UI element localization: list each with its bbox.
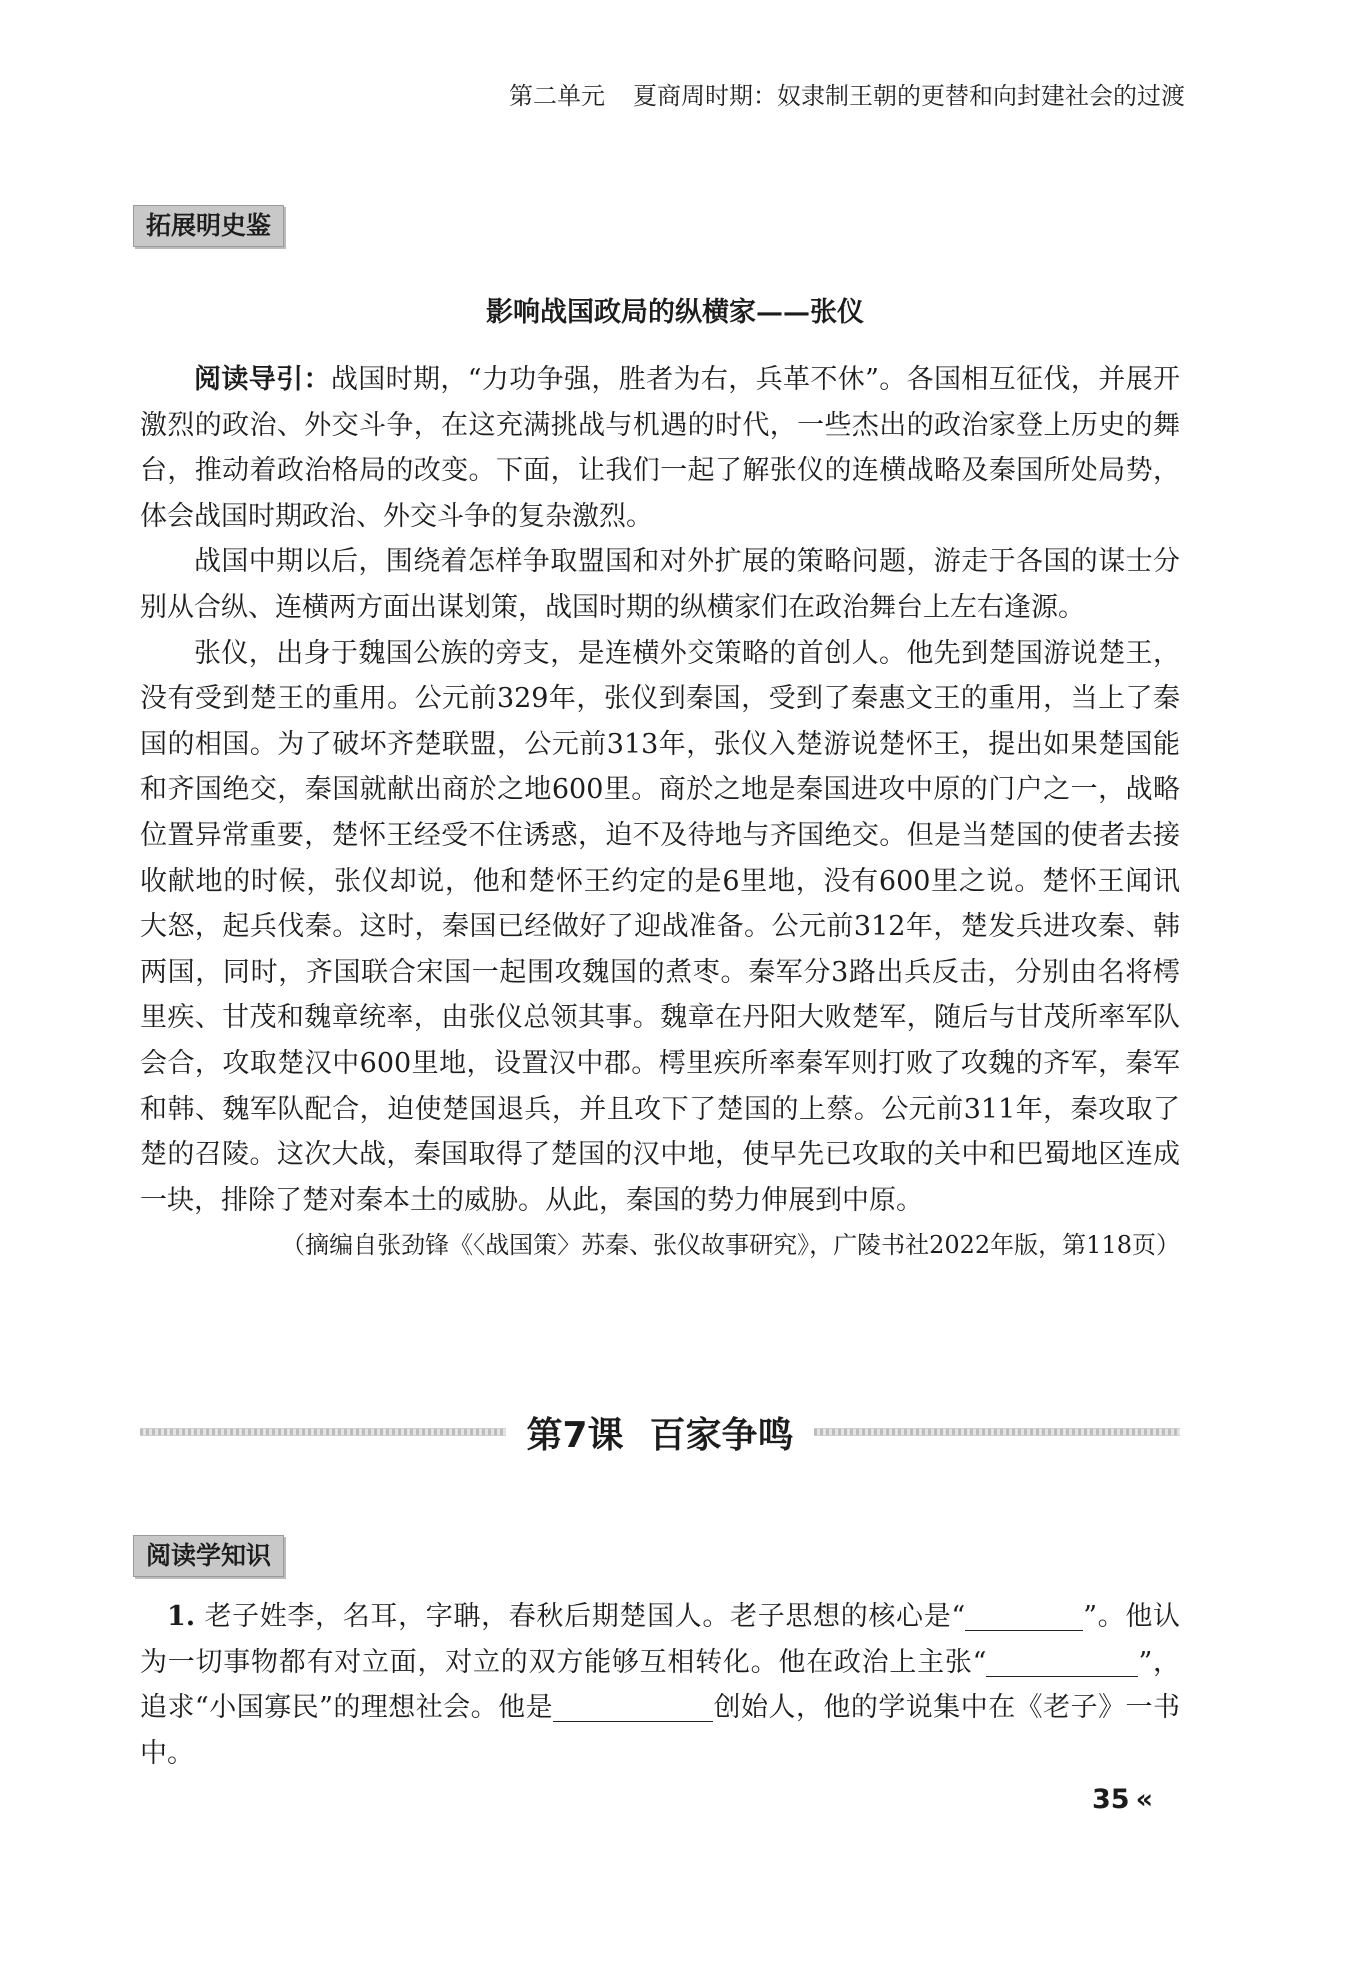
answer-blank-2[interactable] [986, 1646, 1138, 1677]
lesson-number: 第7课 [526, 1414, 624, 1456]
question-1-text [140, 1594, 1180, 1776]
heading-rule-right [814, 1428, 1180, 1436]
article-paragraph-2: 张仪，出身于魏国公族的旁支，是连横外交策略的首创人。他先到楚国游说楚王，没有受到楚王的重用。公元前329年，张仪到秦国，受到了秦惠文王的重用，当上了秦国的相国。为了破坏齐楚联盟，公元前313年，张仪入楚游说楚怀王，提出如果楚国能和齐国绝交，秦国就献出商於之地600里。商於之地是秦国进攻中原的门户之一，战略位置异常重要，楚怀王经受不住诱惑，迫不及待地与齐国绝交。但是当楚国的使者去接收献地的时候，张仪却说，他和楚怀王约定的是6里地，没有600里之说。楚怀王闻讯大怒，起兵伐秦。这时，秦国已经做好了迎战准备。公元前312年，楚发兵进攻秦、韩两国，同时，齐国联合宋国一起围攻魏国的煮枣。秦军分3路出兵反击，分别由名将樗里疾、甘茂和魏章统率，由张仪总领其事。魏章在丹阳大败楚军，随后与甘茂所率军队会合，攻取楚汉中600里地，设置汉中郡。樗里疾所率秦军则打败了攻魏的齐军，秦军和韩、魏军队配合，迫使楚国退兵，并且攻下了楚国的上蔡。公元前311年，秦攻取了楚的召陵。这次大战，秦国取得了楚国的汉中地，使早先已攻取的关中和巴蜀地区连成一块，排除了楚对秦本土的威胁。从此，秦国的势力伸展到中原。 [140, 637, 1180, 1216]
lead-paragraph [140, 357, 1180, 539]
double-chevron-left-icon: « [1135, 1784, 1154, 1815]
question-text-part2: ”。他认为一切事物都有对立面，对立的双方能够互相转化。他在政治上主张“ [140, 1601, 1180, 1678]
answer-blank-3[interactable] [553, 1691, 713, 1722]
unit-title: 夏商周时期：奴隶制王朝的更替和向封建社会的过渡 [633, 82, 1185, 110]
question-text-part3: ”，追求“小国寡民”的理想社会。他是 [140, 1646, 1180, 1724]
lead-text: 战国时期，“力功争强，胜者为右，兵革不休”。各国相互征伐，并展开激烈的政治、外交斗争，在这充满挑战与机遇的时代，一些杰出的政治家登上历史的舞台，推动着政治格局的改变。下面，让我们一起了解张仪的连横战略及秦国所处局势，体会战国时期政治、外交斗争的复杂激烈。 [140, 364, 1181, 532]
question-1 [140, 1594, 1180, 1776]
unit-label: 第二单元 [509, 82, 605, 110]
article-paragraph-1: 战国中期以后，围绕着怎样争取盟国和对外扩展的策略问题，游走于各国的谋士分别从合纵、连横两方面出谋划策，战国时期的纵横家们在政治舞台上左右逢源。 [140, 546, 1180, 623]
article-source: （摘编自张劲锋《〈战国策〉苏秦、张仪故事研究》，广陵书社2022年版，第118页） [281, 1231, 1180, 1260]
article-title: 影响战国政局的纵横家——张仪 [486, 297, 864, 328]
heading-rule-left [140, 1428, 506, 1436]
section-label-extension: 拓展明史鉴 [133, 205, 284, 247]
running-header [0, 76, 1185, 111]
page-number-text: 35 [1092, 1784, 1130, 1815]
article-body [140, 357, 1180, 1269]
lesson-title [506, 1407, 813, 1458]
lesson-name: 百家争鸣 [649, 1414, 794, 1456]
question-text-part4: 创始人，他的学说集中在《老子》一书中。 [140, 1692, 1181, 1769]
answer-blank-1[interactable] [965, 1600, 1083, 1631]
question-number: 1. [167, 1601, 196, 1632]
question-text-part1: 老子姓李，名耳，字聃，春秋后期楚国人。老子思想的核心是“ [204, 1601, 966, 1632]
page-number [1092, 1784, 1153, 1815]
lesson-heading [140, 1402, 1180, 1462]
section-label-reading: 阅读学知识 [133, 1535, 284, 1577]
lead-label: 阅读导引： [194, 364, 331, 395]
